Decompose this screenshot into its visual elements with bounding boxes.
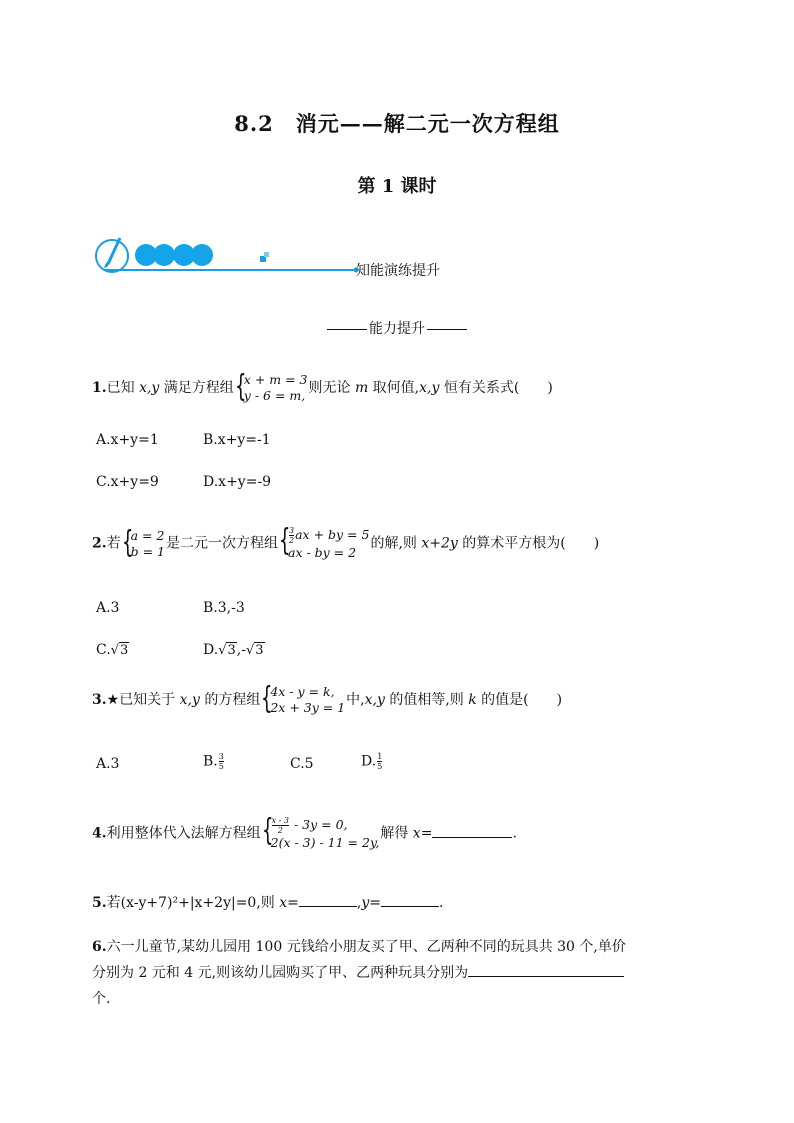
question-5: 5.若(x-y+7)²+|x+2y|=0,则 x= ,y= . — [92, 892, 443, 912]
equation-system: { $\frac{x - 3}{2}$ - 3y = 0, 2(x - 3) - 11 = 2y, — [261, 813, 380, 850]
solution-system: { a = 2 b = 1 — [121, 524, 165, 560]
answer-blank-x[interactable] — [299, 892, 357, 907]
star-icon: ★ — [106, 692, 120, 708]
banner-dot-2 — [153, 244, 175, 266]
q1-option-b: B.x+y=-1 — [203, 432, 271, 448]
q3-option-d: D. $\frac{1}{5}$ — [361, 752, 383, 771]
equation-system: { x + m = 3 y - 6 = m, — [234, 369, 308, 404]
q2-option-a: A.3 — [96, 600, 120, 616]
question-2: 2.若 { a = 2 b = 1 是二元一次方程组 { $\frac{3}{2}$ ax + by = 5 ax - by = 2 的解,则 x+2y 的算术平方根为( ) — [92, 523, 600, 560]
answer-blank[interactable] — [468, 962, 624, 977]
q3-option-b: B. $\frac{3}{5}$ — [203, 752, 224, 771]
q3-option-a: A.3 — [96, 756, 120, 772]
q2-option-c: C.√3 — [96, 642, 129, 658]
equation-system: { $\frac{3}{2}$ ax + by = 5 ax - by = 2 — [279, 523, 370, 560]
q1-option-c: C.x+y=9 — [96, 474, 159, 490]
q2-option-d: D.√3,-√3 — [203, 642, 264, 658]
q2-option-b: B.3,-3 — [203, 600, 245, 616]
section-header — [0, 318, 794, 338]
banner-dot-4 — [191, 244, 213, 266]
question-4: 4.利用整体代入法解方程组 { $\frac{x - 3}{2}$ - 3y = 0, 2(x - 3) - 11 = 2y, 解得 x= . — [92, 813, 517, 850]
lesson-subtitle: 第 1 课时 — [357, 176, 437, 197]
q1-option-d: D.x+y=-9 — [203, 474, 272, 490]
banner-label: 知能演练提升 — [356, 263, 440, 279]
question-3: 3.★已知关于 x,y 的方程组 { 4x - y = k, 2x + 3y = 1 中,x,y 的值相等,则 k 的值是( ) — [92, 681, 563, 716]
equation-system: { 4x - y = k, 2x + 3y = 1 — [261, 681, 346, 716]
page-title: 8.2 消元——解二元一次方程组 — [234, 111, 560, 136]
section-label: 能力提升 — [369, 321, 425, 337]
question-6: 6.六一儿童节,某幼儿园用 100 元钱给小朋友买了甲、乙两种不同的玩具共 30 个,单价 分别为 2 元和 4 元,则该幼儿园购买了甲、乙两种玩具分别为 个. — [92, 939, 626, 1007]
answer-blank[interactable] — [432, 823, 512, 838]
question-1: 1.已知 x,y 满足方程组 { x + m = 3 y - 6 = m, 则无论 m 取何值,x,y 恒有关系式( ) — [92, 369, 553, 404]
q1-option-a: A.x+y=1 — [96, 432, 159, 448]
answer-blank-y[interactable] — [381, 892, 439, 907]
q3-option-c: C.5 — [290, 756, 314, 772]
